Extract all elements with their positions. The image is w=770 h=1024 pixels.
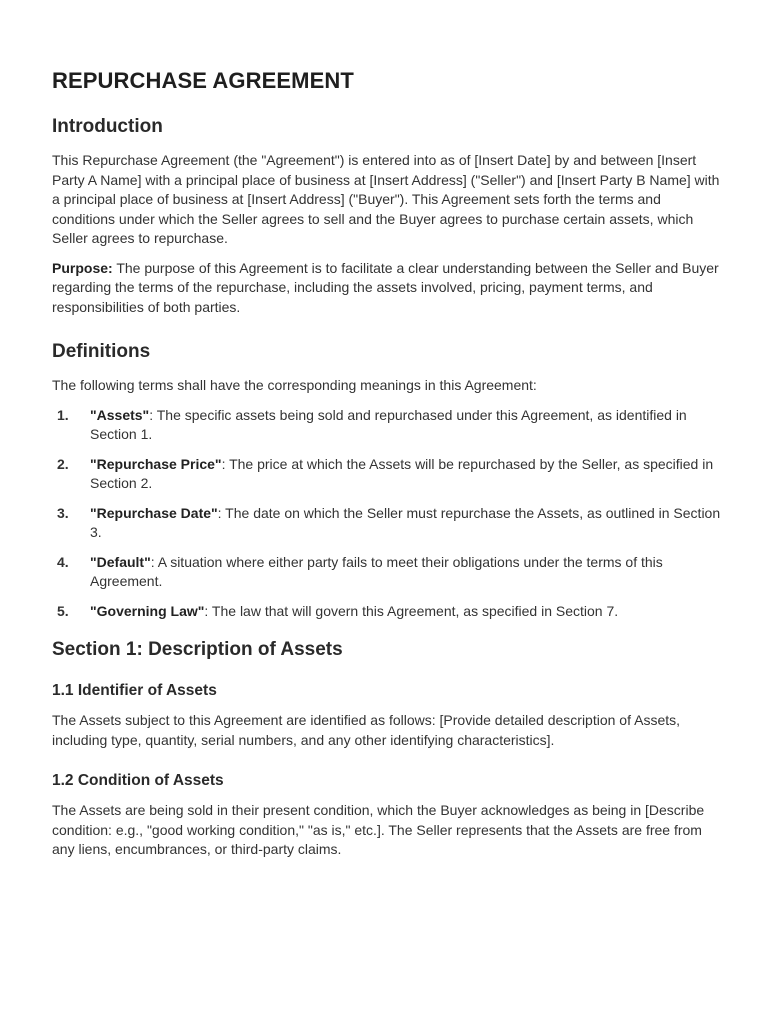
list-item-number: 2. bbox=[57, 455, 69, 472]
list-item-body bbox=[90, 455, 722, 494]
list-item-number: 3. bbox=[57, 504, 69, 521]
definition-term: "Governing Law" bbox=[90, 602, 205, 619]
definition-text: : The date on which the Seller must repurchase the Assets, as outlined in Section 3. bbox=[90, 504, 721, 540]
list-item bbox=[52, 553, 722, 592]
introduction-paragraph: This Repurchase Agreement (the "Agreement") is entered into as of [Insert Date] by and between [Insert Party A Name] with a principal place of business at [Insert Address] ("Seller") and [Insert Party B Name] with a principal place of business at [Insert Address] ("Buyer"). This Agreement sets forth the terms and conditions under which the Seller agrees to sell and the Buyer agrees to purchase certain assets, which Seller agrees to repurchase. bbox=[52, 152, 720, 246]
definition-text: : The law that will govern this Agreement, as specified in Section 7. bbox=[204, 602, 619, 619]
definitions-heading: Definitions bbox=[52, 341, 151, 362]
list-item-number: 5. bbox=[57, 602, 69, 619]
definitions-section bbox=[52, 341, 722, 621]
definition-text: : A situation where either party fails to meet their obligations under the terms of this Agreement. bbox=[90, 553, 663, 589]
document-page bbox=[52, 68, 722, 870]
list-item-number: 4. bbox=[57, 553, 69, 570]
subsection-1-1-paragraph: The Assets subject to this Agreement are identified as follows: [Provide detailed description of Assets, including type, quantity, serial numbers, and any other identifying characteristics]. bbox=[52, 712, 681, 748]
list-item-body bbox=[90, 504, 722, 543]
definition-term: "Assets" bbox=[90, 406, 150, 423]
section1 bbox=[52, 639, 722, 860]
subsection-1-2-paragraph: The Assets are being sold in their present condition, which the Buyer acknowledges as being in [Describe condition: e.g., "good working condition," "as is," etc.]. The Seller represents that the Assets are free from any liens, encumbrances, or third-party claims. bbox=[52, 802, 705, 857]
list-item-body bbox=[90, 406, 722, 445]
introduction-heading: Introduction bbox=[52, 116, 163, 137]
section1-heading: Section 1: Description of Assets bbox=[52, 639, 343, 660]
list-item-body bbox=[90, 602, 722, 622]
definitions-list bbox=[52, 406, 722, 622]
list-item bbox=[52, 406, 722, 445]
document-title: REPURCHASE AGREEMENT bbox=[52, 68, 354, 93]
definitions-intro: The following terms shall have the corresponding meanings in this Agreement: bbox=[52, 377, 537, 393]
list-item bbox=[52, 602, 722, 622]
definition-term: "Repurchase Price" bbox=[90, 455, 222, 472]
definition-term: "Default" bbox=[90, 553, 151, 570]
subsection-1-2-heading: 1.2 Condition of Assets bbox=[52, 772, 224, 789]
list-item-number: 1. bbox=[57, 406, 69, 423]
list-item-body bbox=[90, 553, 722, 592]
purpose-label: Purpose: bbox=[52, 259, 113, 276]
definition-text: : The price at which the Assets will be repurchased by the Seller, as specified in Section 2. bbox=[90, 455, 714, 491]
introduction-section bbox=[52, 116, 722, 317]
list-item bbox=[52, 504, 722, 543]
purpose-paragraph bbox=[52, 259, 722, 318]
purpose-text: The purpose of this Agreement is to facilitate a clear understanding between the Seller and Buyer regarding the terms of the repurchase, including the assets involved, pricing, payment terms, and responsibilities of both parties. bbox=[52, 259, 719, 315]
definition-text: : The specific assets being sold and repurchased under this Agreement, as identified in Section 1. bbox=[90, 406, 687, 442]
subsection-1-1-heading: 1.1 Identifier of Assets bbox=[52, 682, 217, 699]
list-item bbox=[52, 455, 722, 494]
definition-term: "Repurchase Date" bbox=[90, 504, 218, 521]
